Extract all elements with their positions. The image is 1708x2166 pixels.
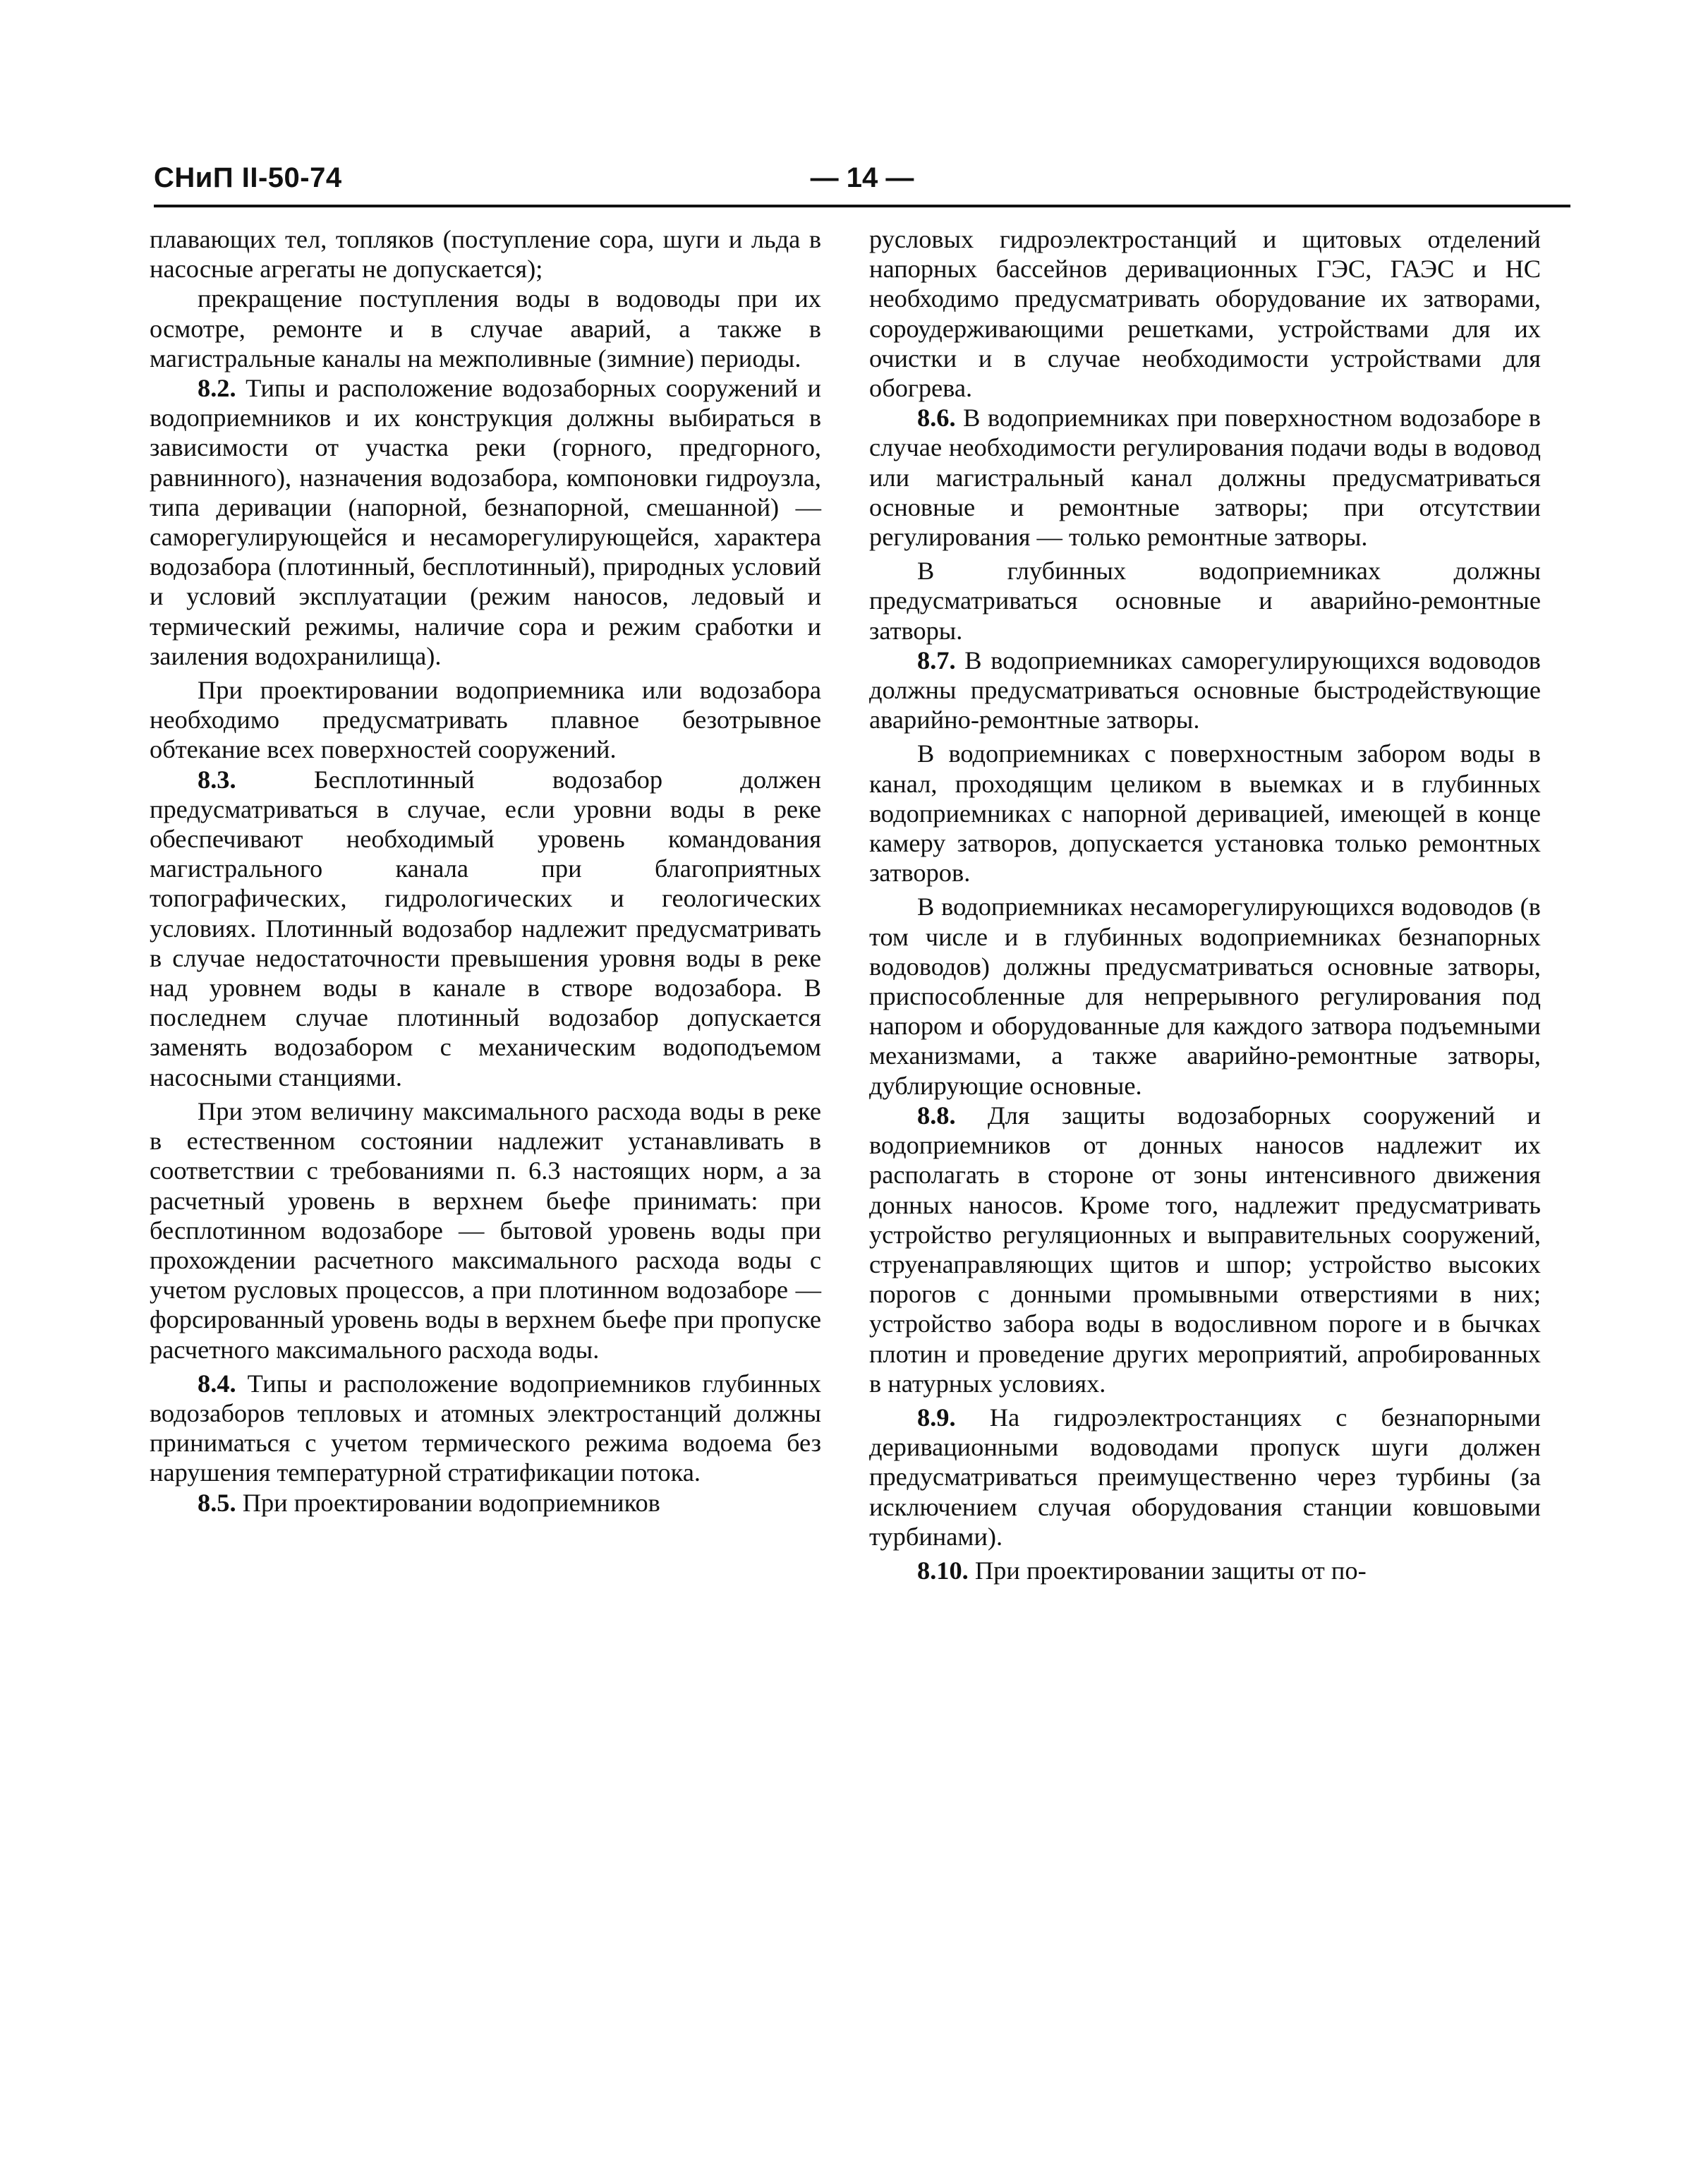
paragraph (150, 675, 821, 765)
paragraph-text: В водоприемниках саморегулирующихся водоводов должны предусматриваться основные быстродействующие аварийно-ремонтные затворы. (869, 646, 1541, 734)
paragraph-text: Типы и расположение водоприемников глубинных водозаборов тепловых и атомных электростанций должны приниматься с учетом термического режима водоема без нарушения температурной стратификации потока. (150, 1369, 821, 1487)
paragraph-text: Типы и расположение водозаборных сооружений и водоприемников и их конструкция должны выбираться в зависимости от участка реки (горного, предгорного, равнинного), назначения водозабора, компоновки гидроузла, типа деривации (напорной, безнапорной, смешанной) — саморегулирующейся и несаморегулирующейся, характера водозабора (плотинный, бесплотинный), природных условий и условий эксплуатации (режим наносов, ледовый и термический режимы, наличие сора и режим сработки и заиления водохранилища). (150, 374, 821, 670)
paragraph-text: В водоприемниках при поверхностном водозаборе в случае необходимости регулирования подачи воды в водовод или магистральный канал должны предусматриваться основные и ремонтные затворы; при отсутствии регулирования — только ремонтные затворы. (869, 404, 1541, 552)
paragraph-text: В водоприемниках с поверхностным забором воды в канал, проходящим целиком в выемках и в глубинных водоприемниках с напорной деривацией, имеющей в конце камеру затворов, допускается установка только ремонтных затворов. (869, 739, 1541, 888)
header-rule (154, 205, 1570, 207)
paragraph-text: На гидроэлектростанциях с безнапорными деривационными водоводами пропуск шуги должен предусматриваться преимущественно через турбины (за исключением случая оборудования станции ковшовыми турбинами). (869, 1403, 1541, 1551)
document-code: СНиП II-50-74 (154, 162, 342, 193)
paragraph-text: плавающих тел, топляков (поступление сора, шуги и льда в насосные агрегаты не допускается); (150, 225, 821, 284)
paragraph-text: При проектировании водоприемника или водозабора необходимо предусматривать плавное безотрывное обтекание всех поверхностей сооружений. (150, 676, 821, 764)
paragraph-text: Бесплотинный водозабор должен предусматриваться в случае, если уровни воды в реке обеспечивают необходимый уровень командования магистрального канала при благоприятных топографических, гидрологических и геологических условиях. Плотинный водозабор надлежит предусматривать в случае недостаточности превышения уровня воды в реке над уровнем воды в канале в створе водозабора. В последнем случае плотинный водозабор допускается заменять водозабором с механическим водоподъемом насосными станциями. (150, 765, 821, 1091)
paragraph (150, 1096, 821, 1365)
clause-8-4 (150, 1369, 821, 1488)
right-column (869, 224, 1541, 1585)
paragraph (150, 284, 821, 373)
paragraph-text: прекращение поступления воды в водоводы при их осмотре, ремонте и в случае аварий, а также в магистральные каналы на межполивные (зимние) периоды. (150, 284, 821, 373)
clause-number: 8.4. (198, 1369, 236, 1398)
clause-number: 8.9. (917, 1403, 956, 1432)
clause-8-2 (150, 373, 821, 671)
paragraph-text: При проектировании защиты от по- (974, 1556, 1367, 1585)
page-header (154, 159, 1570, 206)
clause-number: 8.5. (198, 1488, 236, 1517)
paragraph (869, 739, 1541, 888)
clause-number: 8.10. (917, 1556, 969, 1585)
paragraph-text: В глубинных водоприемниках должны предусматриваться основные и аварийно-ремонтные затворы. (869, 557, 1541, 645)
clause-number: 8.7. (917, 646, 956, 674)
clause-number: 8.6. (917, 404, 956, 432)
paragraph-text: При проектировании водоприемников (242, 1488, 660, 1517)
paragraph-text: При этом величину максимального расхода воды в реке в естественном состоянии надлежит устанавливать в соответствии с требованиями п. 6.3 настоящих норм, а за расчетный уровень в верхнем бьефе принимать: при бесплотинном водозаборе — бытовой уровень воды при прохождении расчетного максимального расхода воды с учетом русловых процессов, а при плотинном водозаборе — форсированный уровень воды в верхнем бьефе при пропуске расчетного максимального расхода воды. (150, 1096, 821, 1364)
paragraph (869, 556, 1541, 646)
clause-8-10 (869, 1556, 1541, 1585)
paragraph-text: русловых гидроэлектростанций и щитовых отделений напорных бассейнов деривационных ГЭС, ГАЭС и НС необходимо предусматривать оборудование их затворами, сороудерживающими решетками, устройствами для их очистки и в случае необходимости устройствами для обогрева. (869, 225, 1541, 403)
paragraph (150, 224, 821, 284)
paragraph (869, 892, 1541, 1100)
clause-8-8 (869, 1101, 1541, 1398)
clause-number: 8.8. (917, 1101, 956, 1130)
clause-8-5 (150, 1488, 821, 1518)
clause-8-9 (869, 1403, 1541, 1551)
clause-8-7 (869, 646, 1541, 735)
clause-number: 8.2. (198, 374, 236, 403)
left-column (150, 224, 821, 1518)
clause-8-3 (150, 765, 821, 1092)
paragraph-text: Для защиты водозаборных сооружений и водоприемников от донных наносов надлежит их располагать в стороне от зоны интенсивного движения донных наносов. Кроме того, надлежит предусматривать устройство регуляционных и выправительных сооружений, струенаправляющих щитов и шпор; устройство высоких порогов с донными промывными отверстиями в них; устройство забора воды в водосливном пороге и в бычках плотин и проведение других мероприятий, апробированных в натурных условиях. (869, 1101, 1541, 1398)
paragraph-text: В водоприемниках несаморегулирующихся водоводов (в том числе и в глубинных водоприемниках безнапорных водоводов) должны предусматриваться основные затворы, приспособленные для непрерывного регулирования под напором и оборудованные для каждого затвора подъемными механизмами, а также аварийно-ремонтные затворы, дублирующие основные. (869, 893, 1541, 1100)
clause-number: 8.3. (198, 765, 236, 794)
paragraph (869, 224, 1541, 403)
clause-8-6 (869, 403, 1541, 552)
page-number: — 14 — (810, 162, 914, 193)
